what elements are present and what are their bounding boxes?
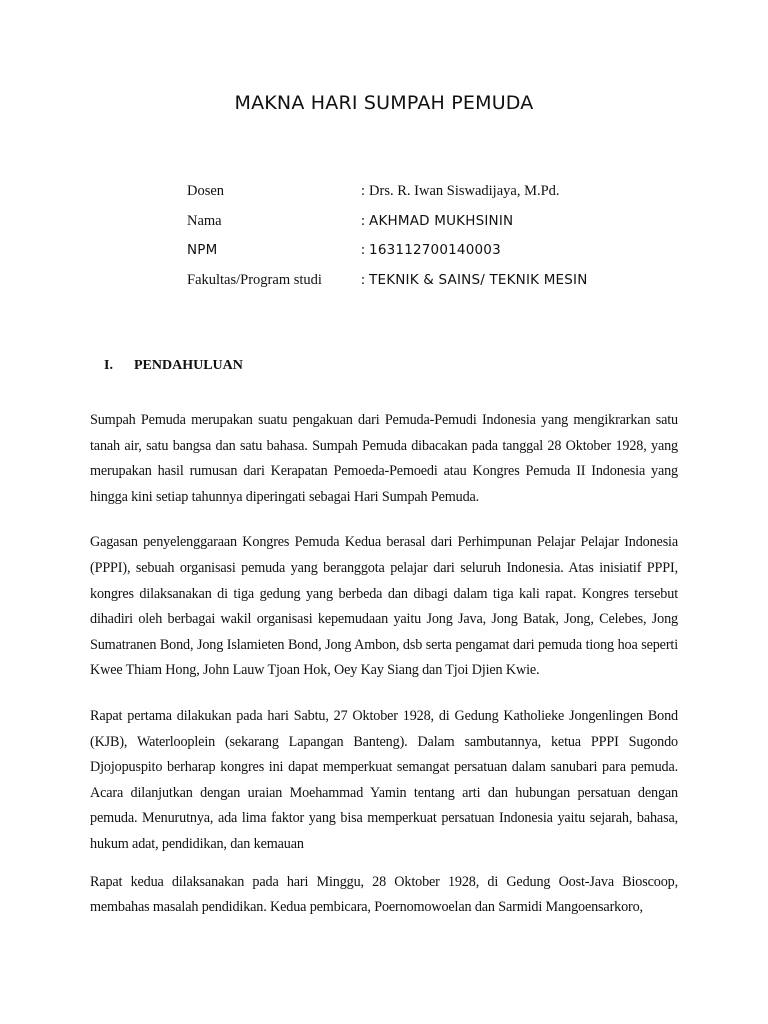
section-number: I. <box>104 358 113 373</box>
info-value <box>361 183 560 200</box>
info-value <box>361 213 513 230</box>
info-separator: : <box>361 271 366 288</box>
info-label: NPM <box>187 242 218 258</box>
paragraph: Rapat pertama dilakukan pada hari Sabtu, 27 Oktober 1928, di Gedung Katholieke Jongenlingen Bond (KJB), Waterlooplein (sekarang Lapangan Banteng). Dalam sambutannya, ketua PPPI Sugondo Djojopuspito berharap kongres ini dapat memperkuat semangat persatuan dalam sanubari para pemuda. Acara dilanjutkan dengan uraian Moehammad Yamin tentang arti dan hubungan persatuan dengan pemuda. Menurutnya, ada lima faktor yang bisa memperkuat persatuan Indonesia yaitu sejarah, bahasa, hukum adat, pendidikan, dan kemauan <box>90 707 678 852</box>
info-row-nama <box>187 213 667 243</box>
info-row-fakultas <box>187 272 667 302</box>
info-value-text: Drs. R. Iwan Siswadijaya, M.Pd. <box>369 183 560 199</box>
info-value-text: TEKNIK & SAINS/ TEKNIK MESIN <box>369 271 588 288</box>
info-label: Nama <box>187 212 222 229</box>
identity-info <box>187 183 667 301</box>
info-label: Dosen <box>187 183 225 199</box>
info-row-npm <box>187 242 667 272</box>
paragraph: Sumpah Pemuda merupakan suatu pengakuan dari Pemuda-Pemudi Indonesia yang mengikrarkan satu tanah air, satu bangsa dan satu bahasa. Sumpah Pemuda dibacakan pada tanggal 28 Oktober 1928, yang merupakan hasil rumusan dari Kerapatan Pemoeda-Pemoedi atau Kongres Pemuda II Indonesia yang hingga kini setiap tahunnya diperingati sebagai Hari Sumpah Pemuda. <box>90 412 678 505</box>
paragraph: Rapat kedua dilaksanakan pada hari Minggu, 28 Oktober 1928, di Gedung Oost-Java Bioscoop, membahas masalah pendidikan. Kedua pembicara, Poernomowoelan dan Sarmidi Mangoensarkoro, <box>90 873 678 916</box>
info-value-text: 163112700140003 <box>369 242 501 258</box>
paragraph: Gagasan penyelenggaraan Kongres Pemuda Kedua berasal dari Perhimpunan Pelajar Pelajar Indonesia (PPPI), sebuah organisasi pemuda yang beranggota pelajar dari seluruh Indonesia. Atas inisiatif PPPI, kongres dilaksanakan di tiga gedung yang berbeda dan dibagi dalam tiga kali rapat. Kongres tersebut dihadiri oleh berbagai wakil organisasi kepemudaan yaitu Jong Java, Jong Batak, Jong, Celebes, Jong Sumatranen Bond, Jong Islamieten Bond, Jong Ambon, dsb serta pengamat dari pemuda tiong hoa seperti Kwee Thiam Hong, John Lauw Tjoan Hok, Oey Kay Siang dan Tjoi Djien Kwie. <box>90 534 678 679</box>
info-separator: : <box>361 212 366 229</box>
body-text <box>90 408 678 941</box>
info-separator: : <box>361 242 366 258</box>
info-separator: : <box>361 183 366 199</box>
section-title: PENDAHULUAN <box>134 358 243 373</box>
info-value-text: AKHMAD MUKHSININ <box>369 212 514 229</box>
section-heading <box>104 358 243 374</box>
info-value <box>361 242 501 259</box>
info-label: Fakultas/Program studi <box>187 271 322 288</box>
info-row-dosen <box>187 183 667 213</box>
document-title: MAKNA HARI SUMPAH PEMUDA <box>234 92 534 114</box>
info-value <box>361 272 588 289</box>
